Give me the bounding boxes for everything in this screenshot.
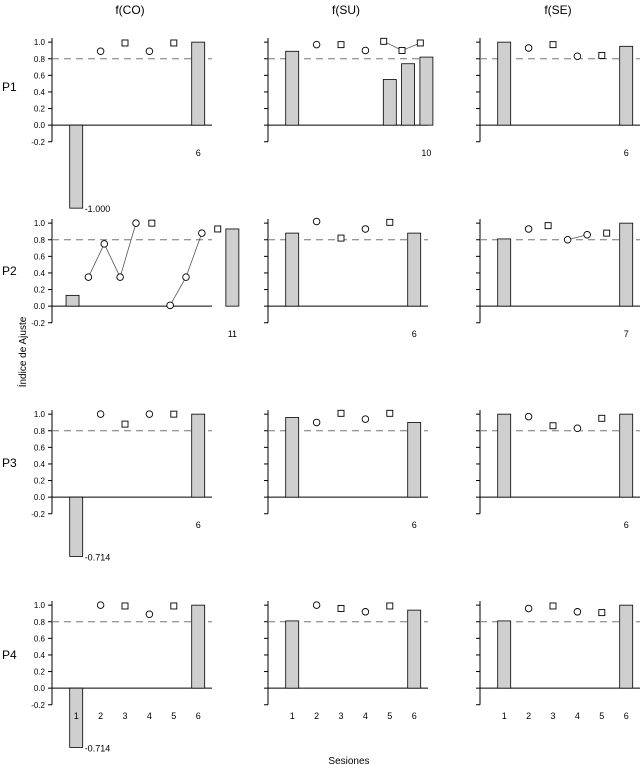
circle-marker	[97, 48, 104, 55]
bar	[620, 46, 633, 125]
panel-p3-fse	[476, 410, 640, 530]
y-tick-label: 1.0	[33, 410, 45, 420]
circle-marker	[362, 47, 369, 54]
y-tick-label: 0.0	[33, 121, 45, 131]
x-tick-label: 6	[411, 710, 417, 721]
circle-marker	[362, 226, 369, 233]
circle-marker	[584, 231, 591, 238]
row-label-p1: P1	[2, 80, 17, 94]
square-marker	[604, 230, 610, 236]
row-label-p4: P4	[2, 648, 17, 662]
bar-label: 6	[411, 328, 417, 339]
bar	[408, 233, 421, 306]
circle-marker	[146, 611, 153, 618]
square-marker	[387, 410, 393, 416]
x-tick-label: 2	[314, 710, 320, 721]
y-tick-label: 0.4	[33, 650, 45, 660]
square-marker	[122, 40, 128, 46]
bar	[383, 80, 396, 126]
circle-marker	[313, 602, 320, 609]
panel-p1-fse	[476, 38, 640, 158]
bar	[226, 229, 239, 306]
square-marker	[545, 223, 551, 229]
x-tick-label: 5	[387, 710, 393, 721]
square-marker	[171, 411, 177, 417]
y-tick-label: 0.8	[33, 426, 45, 436]
bar	[420, 57, 433, 125]
bar	[408, 422, 421, 497]
bar	[70, 497, 83, 556]
col-title-se: f(SE)	[544, 3, 572, 17]
x-tick-label: 1	[289, 710, 295, 721]
bar	[192, 42, 205, 125]
y-tick-label: 0.6	[33, 252, 45, 262]
square-marker	[338, 42, 344, 48]
bar-label: 10	[421, 147, 432, 158]
circle-marker	[574, 425, 581, 432]
bar	[498, 42, 511, 125]
connector-line	[170, 233, 202, 305]
x-tick-label: 3	[550, 710, 556, 721]
bar	[286, 233, 299, 306]
y-tick-label: 0.8	[33, 235, 45, 245]
square-marker	[338, 605, 344, 611]
circle-marker	[313, 41, 320, 48]
square-marker	[122, 603, 128, 609]
square-marker	[122, 421, 128, 427]
circle-marker	[85, 274, 92, 281]
bar	[620, 414, 633, 497]
bar	[286, 621, 299, 688]
square-marker	[387, 603, 393, 609]
panel-p4-fco	[31, 601, 212, 753]
y-axis-label: Índice de Ajuste	[18, 316, 29, 388]
panel-p1-fsu	[264, 38, 433, 158]
square-marker	[387, 219, 393, 225]
row-label-p3: P3	[2, 456, 17, 470]
circle-marker	[97, 602, 104, 609]
y-tick-label: 0.2	[33, 667, 45, 677]
circle-marker	[525, 605, 532, 612]
row-label-p2: P2	[2, 264, 17, 278]
x-tick-label: 5	[599, 710, 605, 721]
bar	[66, 295, 79, 306]
panel-p4-fsu	[264, 601, 428, 721]
square-marker	[599, 415, 605, 421]
square-marker	[399, 47, 405, 53]
x-tick-label: 2	[98, 710, 104, 721]
bar-label: 7	[623, 328, 629, 339]
circle-marker	[525, 413, 532, 420]
bar-label: -1.000	[84, 204, 111, 215]
bar-label: 6	[623, 519, 629, 530]
x-tick-label: 3	[122, 710, 128, 721]
bar	[498, 239, 511, 306]
circle-marker	[313, 419, 320, 426]
y-tick-label: 0.0	[33, 684, 45, 694]
connector-line	[88, 223, 136, 277]
bar	[620, 223, 633, 306]
square-marker	[550, 42, 556, 48]
square-marker	[599, 52, 605, 58]
y-tick-label: 0.0	[33, 493, 45, 503]
square-marker	[171, 603, 177, 609]
bar	[408, 610, 421, 688]
circle-marker	[313, 218, 320, 225]
x-tick-label: 4	[574, 710, 580, 721]
circle-marker	[362, 416, 369, 423]
circle-marker	[564, 236, 571, 243]
bar	[192, 605, 205, 688]
square-marker	[338, 410, 344, 416]
bar-label: -0.714	[84, 552, 111, 563]
y-tick-label: 0.8	[33, 617, 45, 627]
circle-marker	[133, 220, 140, 227]
x-tick-label: 4	[146, 710, 152, 721]
col-title-co: f(CO)	[115, 3, 145, 17]
circle-marker	[101, 241, 108, 248]
bar-label: 6	[411, 519, 417, 530]
square-marker	[599, 610, 605, 616]
y-tick-label: -0.2	[31, 137, 45, 147]
y-tick-label: 0.4	[33, 268, 45, 278]
bar-label: 6	[623, 147, 629, 158]
square-marker	[550, 423, 556, 429]
bar	[286, 417, 299, 497]
y-tick-label: 0.2	[33, 285, 45, 295]
square-marker	[417, 40, 423, 46]
square-marker	[171, 40, 177, 46]
panel-p3-fco	[31, 410, 212, 562]
bar-label: 11	[227, 328, 238, 339]
y-tick-label: -0.2	[31, 509, 45, 519]
bar	[402, 64, 415, 125]
square-marker	[215, 226, 221, 232]
y-tick-label: 0.2	[33, 476, 45, 486]
y-tick-label: 0.8	[33, 54, 45, 64]
x-tick-label: 1	[73, 710, 79, 721]
circle-marker	[525, 226, 532, 233]
x-tick-label: 4	[362, 710, 368, 721]
x-tick-label: 5	[171, 710, 177, 721]
y-tick-label: 0.0	[33, 302, 45, 312]
panel-p4-fse	[476, 601, 640, 721]
circle-marker	[167, 302, 174, 309]
y-tick-label: 0.4	[33, 459, 45, 469]
bar	[70, 125, 83, 208]
panel-p2-fsu	[264, 218, 428, 339]
x-axis-label: Sesiones	[328, 756, 370, 765]
square-marker	[338, 235, 344, 241]
y-tick-label: 0.6	[33, 71, 45, 81]
x-tick-label: 2	[526, 710, 532, 721]
circle-marker	[97, 411, 104, 418]
bar	[192, 414, 205, 497]
y-tick-label: 1.0	[33, 601, 45, 611]
bar	[620, 605, 633, 688]
circle-marker	[146, 48, 153, 55]
y-tick-label: -0.2	[31, 318, 45, 328]
bar-label: -0.714	[84, 743, 111, 754]
panel-p2-fse	[476, 219, 640, 339]
x-tick-label: 3	[338, 710, 344, 721]
y-tick-label: 0.6	[33, 634, 45, 644]
square-marker	[550, 603, 556, 609]
y-tick-label: 1.0	[33, 219, 45, 229]
panel-p1-fco	[31, 38, 212, 214]
circle-marker	[574, 608, 581, 615]
y-tick-label: 1.0	[33, 38, 45, 48]
y-tick-label: 0.6	[33, 443, 45, 453]
circle-marker	[574, 53, 581, 60]
x-tick-label: 1	[501, 710, 507, 721]
circle-marker	[117, 274, 124, 281]
y-tick-label: -0.2	[31, 700, 45, 710]
circle-marker	[525, 45, 532, 52]
y-tick-label: 0.4	[33, 87, 45, 97]
x-tick-label: 6	[195, 710, 201, 721]
x-tick-label: 6	[623, 710, 629, 721]
col-title-su: f(SU)	[332, 3, 360, 17]
bar-label: 6	[195, 147, 201, 158]
circle-marker	[362, 608, 369, 615]
bar	[286, 51, 299, 125]
square-marker	[149, 220, 155, 226]
bar-label: 6	[195, 519, 201, 530]
panel-p3-fsu	[264, 410, 428, 530]
bar	[498, 621, 511, 688]
circle-marker	[183, 274, 190, 281]
panel-p2-fco	[31, 219, 239, 339]
circle-marker	[146, 411, 153, 418]
circle-marker	[199, 230, 206, 237]
square-marker	[381, 38, 387, 44]
y-tick-label: 0.2	[33, 104, 45, 114]
bar	[498, 414, 511, 497]
